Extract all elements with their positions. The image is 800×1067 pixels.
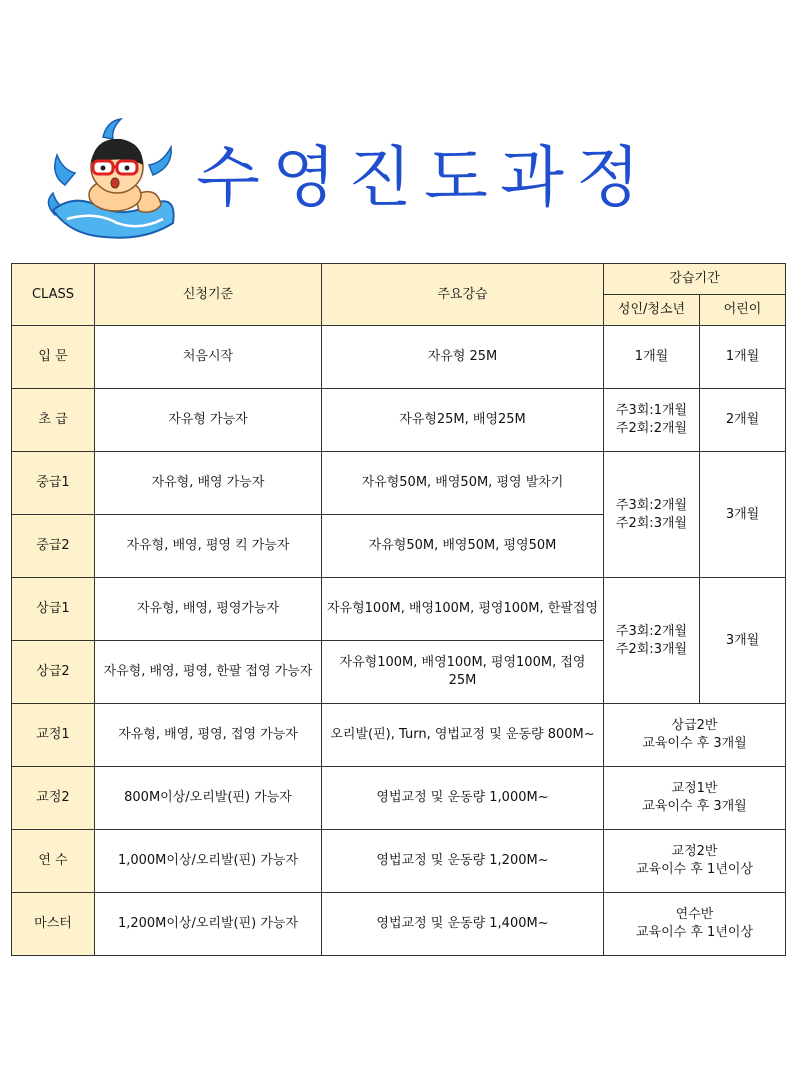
period-cell <box>604 704 786 767</box>
child-period-cell: 1개월 <box>700 326 786 389</box>
adult-period-line: 주2회:3개월 <box>615 641 688 657</box>
page-title <box>190 128 750 228</box>
period-cell <box>604 767 786 830</box>
criteria-cell: 1,000M이상/오리발(핀) 가능자 <box>95 830 322 893</box>
adult-period-line: 주3회:2개월 <box>615 497 688 513</box>
child-period-cell: 2개월 <box>700 389 786 452</box>
class-cell: 교정1 <box>12 704 95 767</box>
adult-period-line: 1개월 <box>634 349 669 365</box>
adult-period-line: 주3회:2개월 <box>615 623 688 639</box>
lesson-cell: 영법교정 및 운동량 1,000M~ <box>322 767 604 830</box>
table-row <box>12 389 786 452</box>
table-row <box>12 326 786 389</box>
header <box>0 110 800 250</box>
criteria-cell: 800M이상/오리발(핀) 가능자 <box>95 767 322 830</box>
adult-period-cell <box>604 389 700 452</box>
header-criteria: 신청기준 <box>95 264 322 326</box>
title-char: 진 <box>348 139 412 216</box>
class-cell: 상급2 <box>12 641 95 704</box>
table-row <box>12 830 786 893</box>
title-char: 과 <box>500 139 564 216</box>
class-cell: 상급1 <box>12 578 95 641</box>
header-child: 어린이 <box>700 295 786 326</box>
lesson-cell: 자유형100M, 배영100M, 평영100M, 한팔접영 <box>322 578 604 641</box>
table-row <box>12 893 786 956</box>
swimmer-illustration <box>45 115 180 245</box>
table-row <box>12 452 786 515</box>
period-line: 교육이수 후 1년이상 <box>636 862 753 877</box>
child-period-cell: 3개월 <box>700 452 786 578</box>
criteria-cell: 자유형, 배영 가능자 <box>95 452 322 515</box>
table-header-row <box>12 264 786 295</box>
lesson-cell: 자유형50M, 배영50M, 평영 발차기 <box>322 452 604 515</box>
period-line: 상급2반 <box>671 718 718 734</box>
lesson-cell: 영법교정 및 운동량 1,400M~ <box>322 893 604 956</box>
adult-period-line: 주2회:2개월 <box>615 421 688 436</box>
lesson-cell: 자유형50M, 배영50M, 평영50M <box>322 515 604 578</box>
table-row <box>12 578 786 641</box>
period-line: 교육이수 후 3개월 <box>642 736 747 751</box>
period-line: 교육이수 후 3개월 <box>642 799 747 814</box>
period-line: 교정2반 <box>671 844 718 860</box>
adult-period-cell <box>604 578 700 704</box>
period-line: 연수반 <box>675 907 714 923</box>
period-line: 교육이수 후 1년이상 <box>636 925 753 940</box>
class-cell: 초 급 <box>12 389 95 452</box>
header-period: 강습기간 <box>604 264 786 295</box>
title-char: 정 <box>576 139 640 216</box>
header-adult: 성인/청소년 <box>604 295 700 326</box>
adult-period-cell <box>604 326 700 389</box>
lesson-cell: 자유형100M, 배영100M, 평영100M, 접영25M <box>322 641 604 704</box>
table-row <box>12 704 786 767</box>
criteria-cell: 1,200M이상/오리발(핀) 가능자 <box>95 893 322 956</box>
lesson-cell: 자유형 25M <box>322 326 604 389</box>
lesson-cell: 자유형25M, 배영25M <box>322 389 604 452</box>
title-char: 영 <box>272 139 336 216</box>
lesson-cell: 오리발(핀), Turn, 영법교정 및 운동량 800M~ <box>322 704 604 767</box>
criteria-cell: 처음시작 <box>95 326 322 389</box>
class-cell: 중급2 <box>12 515 95 578</box>
class-cell: 연 수 <box>12 830 95 893</box>
title-char: 도 <box>424 139 488 216</box>
table-row <box>12 767 786 830</box>
criteria-cell: 자유형, 배영, 평영, 접영 가능자 <box>95 704 322 767</box>
title-char: 수 <box>196 139 260 216</box>
adult-period-line: 주3회:1개월 <box>615 403 688 419</box>
lesson-cell: 영법교정 및 운동량 1,200M~ <box>322 830 604 893</box>
criteria-cell: 자유형, 배영, 평영가능자 <box>95 578 322 641</box>
period-cell <box>604 893 786 956</box>
adult-period-line: 주2회:3개월 <box>615 515 688 531</box>
course-table <box>11 263 786 956</box>
header-class: CLASS <box>12 264 95 326</box>
period-cell <box>604 830 786 893</box>
criteria-cell: 자유형 가능자 <box>95 389 322 452</box>
child-period-cell: 3개월 <box>700 578 786 704</box>
header-lesson: 주요강습 <box>322 264 604 326</box>
criteria-cell: 자유형, 배영, 평영, 한팔 접영 가능자 <box>95 641 322 704</box>
adult-period-cell <box>604 452 700 578</box>
class-cell: 중급1 <box>12 452 95 515</box>
period-line: 교정1반 <box>671 781 718 797</box>
class-cell: 마스터 <box>12 893 95 956</box>
class-cell: 교정2 <box>12 767 95 830</box>
criteria-cell: 자유형, 배영, 평영 킥 가능자 <box>95 515 322 578</box>
class-cell: 입 문 <box>12 326 95 389</box>
